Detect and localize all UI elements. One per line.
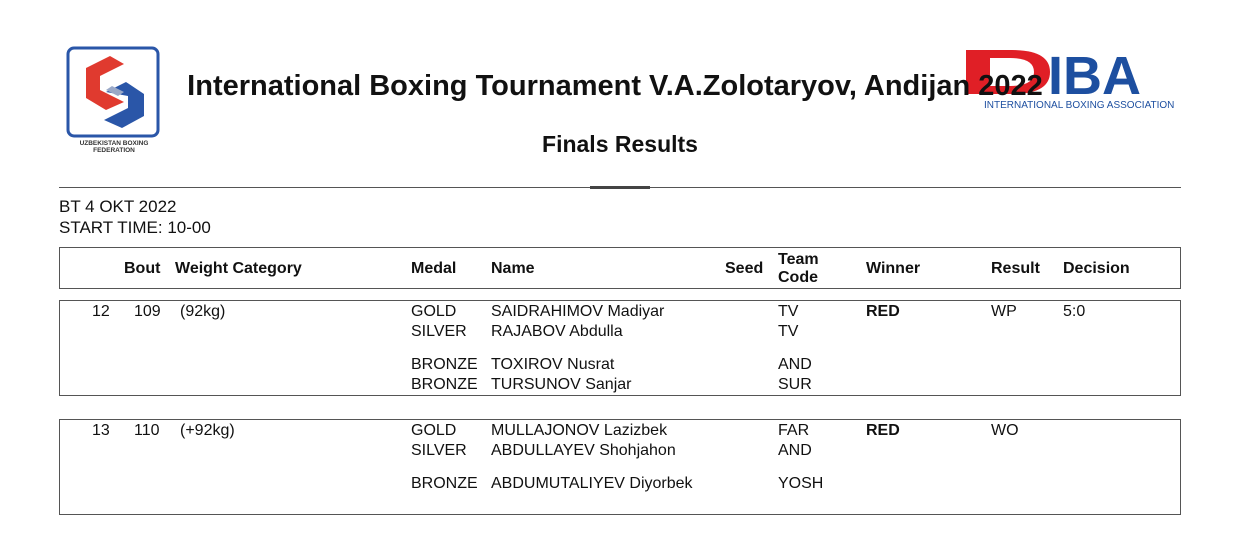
result: WP	[991, 303, 1017, 320]
weight-category: (92kg)	[180, 303, 226, 320]
page-title-text: International Boxing Tournament V.A.Zolotaryov, Andijan 2022	[187, 70, 1043, 102]
boxer-name: RAJABOV Abdulla	[491, 323, 623, 340]
result: WO	[991, 422, 1019, 439]
winner-corner: RED	[866, 303, 900, 320]
page-title	[0, 70, 1240, 103]
decision: 5:0	[1063, 303, 1086, 320]
boxer-name: MULLAJONOV Lazizbek	[491, 422, 668, 439]
team-code: TV	[778, 303, 799, 320]
col-bout: Bout	[124, 260, 161, 277]
bout-number: 110	[134, 422, 160, 439]
iba-logo-letters: IBA	[1048, 46, 1141, 106]
medal: GOLD	[411, 422, 457, 439]
col-team-code-line2: Code	[778, 269, 818, 286]
bout-block	[59, 419, 1181, 515]
iba-caption: INTERNATIONAL BOXING ASSOCIATION	[984, 100, 1175, 111]
boxer-name: ABDULLAYEV Shohjahon	[491, 442, 676, 459]
team-code: FAR	[778, 422, 810, 439]
winner-corner: RED	[866, 422, 900, 439]
bout-block	[59, 300, 1181, 396]
team-code: AND	[778, 356, 812, 373]
weight-category: (+92kg)	[180, 422, 235, 439]
bout-index: 13	[92, 422, 110, 439]
bout-index: 12	[92, 303, 110, 320]
federation-caption: UZBEKISTAN BOXING FEDERATION	[79, 140, 149, 154]
session-date: BT 4 OKT 2022	[59, 197, 177, 216]
col-result: Result	[991, 260, 1040, 277]
page-subtitle: Finals Results	[542, 131, 698, 157]
team-code: AND	[778, 442, 812, 459]
team-code: SUR	[778, 376, 812, 393]
medal: BRONZE	[411, 475, 478, 492]
medal: SILVER	[411, 323, 467, 340]
medal: BRONZE	[411, 376, 478, 393]
medal: BRONZE	[411, 356, 478, 373]
col-seed: Seed	[725, 260, 764, 277]
header-divider-accent	[590, 186, 650, 189]
col-name: Name	[491, 260, 535, 277]
column-header-row	[59, 247, 1181, 289]
boxer-name: TURSUNOV Sanjar	[491, 376, 632, 393]
col-medal: Medal	[411, 260, 457, 277]
medal: SILVER	[411, 442, 467, 459]
boxer-name: TOXIROV Nusrat	[491, 356, 615, 373]
col-decision: Decision	[1063, 260, 1130, 277]
col-team-code-line1: Team	[778, 251, 819, 268]
medal: GOLD	[411, 303, 457, 320]
boxer-name: ABDUMUTALIYEV Diyorbek	[491, 475, 693, 492]
team-code: TV	[778, 323, 799, 340]
session-start-time: START TIME: 10-00	[59, 218, 211, 237]
team-code: YOSH	[778, 475, 824, 492]
col-weight-category: Weight Category	[175, 260, 302, 277]
boxer-name: SAIDRAHIMOV Madiyar	[491, 303, 665, 320]
col-winner: Winner	[866, 260, 921, 277]
bout-number: 109	[134, 303, 161, 320]
